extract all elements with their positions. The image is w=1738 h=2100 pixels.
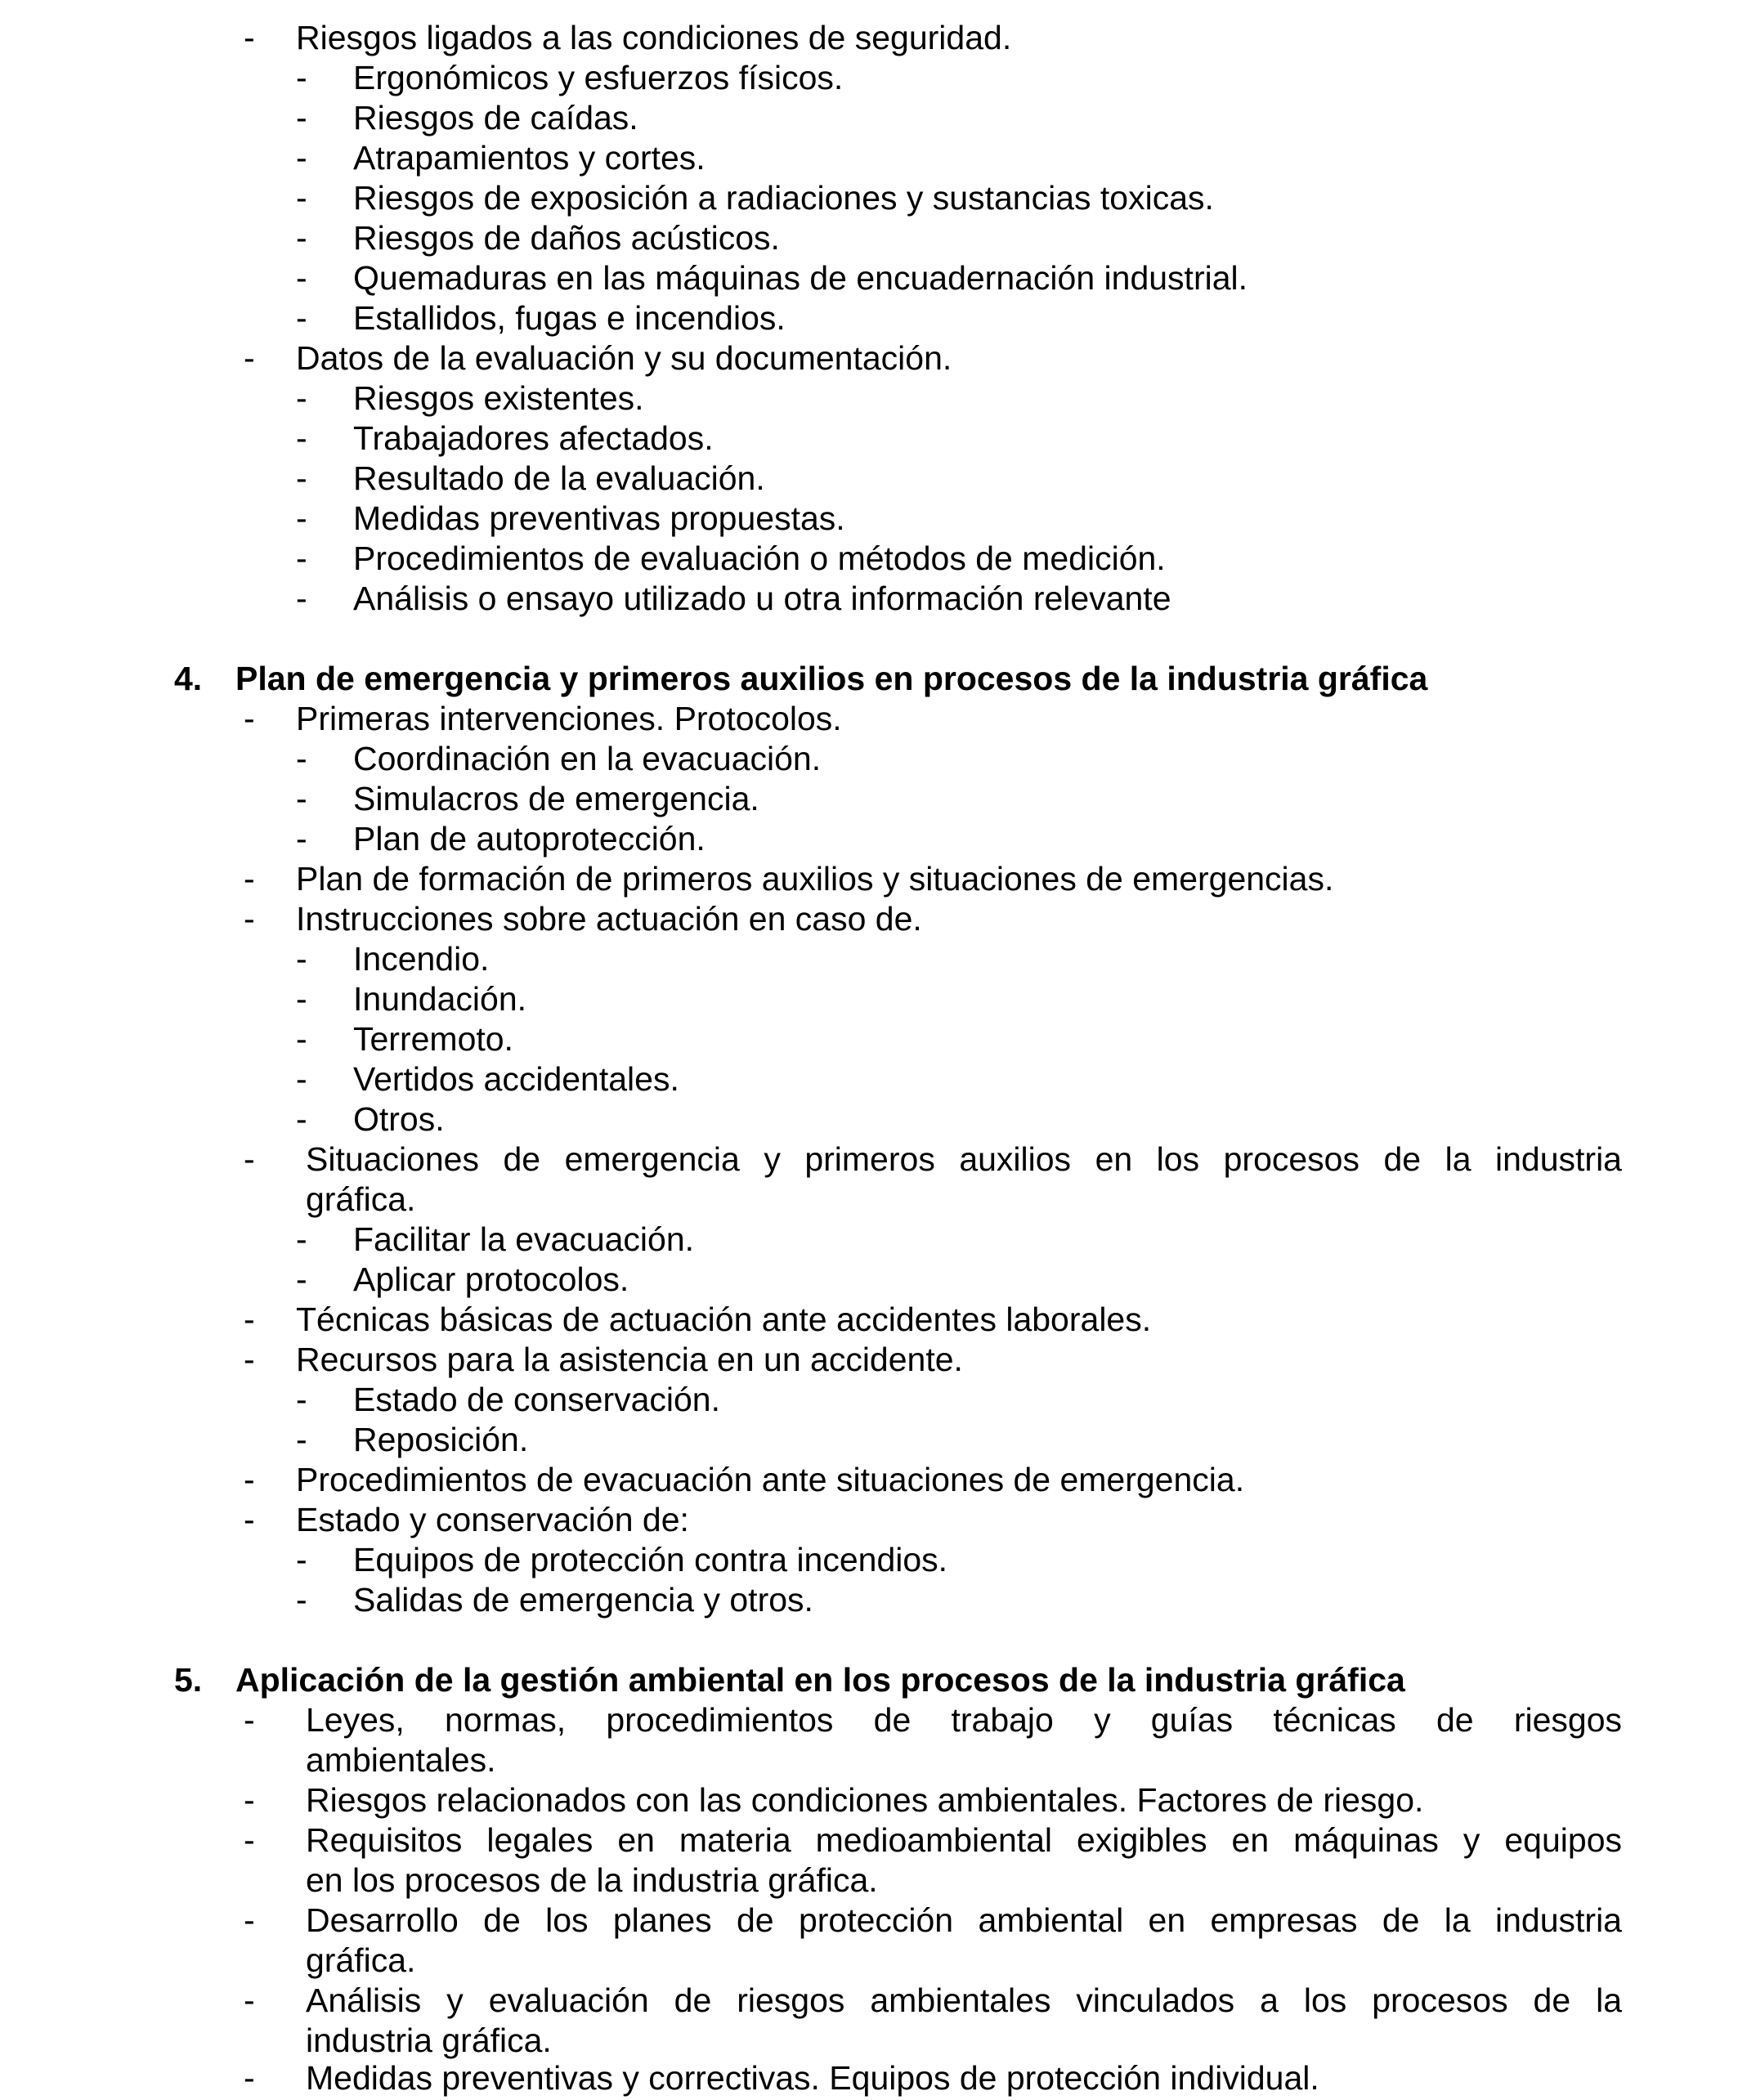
bullet-dash: - [296,820,307,857]
sub-list-item-text: Atrapamientos y cortes. [353,139,706,177]
section-number: 4. [174,660,203,697]
list-item-text: Primeras intervenciones. Protocolos. [296,700,842,737]
bullet-dash: - [296,580,307,617]
bullet-dash: - [296,459,307,497]
sub-list-item-text: Coordinación en la evacuación. [353,740,822,777]
sub-list-item-text: Quemaduras en las máquinas de encuadernación industrial. [353,259,1248,297]
bullet-dash: - [244,1461,255,1498]
section-title: Plan de emergencia y primeros auxilios en procesos de la industria gráfica [235,660,1428,697]
bullet-dash: - [296,99,307,137]
sub-list-item-text: Riesgos de daños acústicos. [353,219,780,257]
bullet-dash: - [244,700,255,737]
bullet-dash: - [296,379,307,417]
sub-list-item-text: Resultado de la evaluación. [353,459,765,497]
bullet-dash: - [296,419,307,457]
bullet-dash: - [244,19,255,56]
list-item-text: Leyes, normas, procedimientos de trabajo y guías técnicas de riesgos [306,1701,1622,1739]
sub-list-item-text: Análisis o ensayo utilizado u otra información relevante [353,580,1171,617]
bullet-dash: - [244,1781,255,1819]
bullet-dash: - [244,900,255,938]
bullet-dash: - [244,1701,255,1739]
list-item-text: Desarrollo de los planes de protección ambiental en empresas de la industria [306,1901,1622,1939]
list-item-text: Situaciones de emergencia y primeros auxilios en los procesos de la industria [306,1140,1622,1178]
list-item-text: industria gráfica. [306,2022,552,2059]
list-item-text: Instrucciones sobre actuación en caso de. [296,900,922,938]
bullet-dash: - [296,59,307,96]
list-item-text: en los procesos de la industria gráfica. [306,1861,878,1899]
section-title: Aplicación de la gestión ambiental en los procesos de la industria gráfica [235,1661,1405,1699]
bullet-dash: - [296,540,307,577]
bullet-dash: - [296,1381,307,1418]
bullet-dash: - [296,780,307,817]
list-item-text: Datos de la evaluación y su documentación. [296,339,952,377]
bullet-dash: - [244,860,255,898]
list-item-text: gráfica. [306,1180,416,1218]
sub-list-item-text: Otros. [353,1100,445,1138]
list-item-text: Estado y conservación de: [296,1501,689,1538]
sub-list-item-text: Inundación. [353,980,527,1018]
sub-list-item-text: Estado de conservación. [353,1381,720,1418]
sub-list-item-text: Vertidos accidentales. [353,1060,679,1098]
sub-list-item-text: Equipos de protección contra incendios. [353,1541,948,1578]
bullet-dash: - [244,1821,255,1859]
bullet-dash: - [296,219,307,257]
sub-list-item-text: Facilitar la evacuación. [353,1220,695,1258]
list-item-text: Recursos para la asistencia en un accidente. [296,1341,963,1378]
list-item-text: Técnicas básicas de actuación ante accidentes laborales. [296,1301,1152,1338]
sub-list-item-text: Ergonómicos y esfuerzos físicos. [353,59,844,96]
bullet-dash: - [296,1220,307,1258]
sub-list-item-text: Salidas de emergencia y otros. [353,1581,813,1619]
bullet-dash: - [296,1421,307,1458]
sub-list-item-text: Simulacros de emergencia. [353,780,759,817]
bullet-dash: - [244,1501,255,1538]
bullet-dash: - [244,1341,255,1378]
sub-list-item-text: Riesgos de caídas. [353,99,638,137]
bullet-dash: - [296,1541,307,1578]
bullet-dash: - [244,2059,255,2097]
list-item-text: Procedimientos de evacuación ante situaciones de emergencia. [296,1461,1245,1498]
list-item-text: Análisis y evaluación de riesgos ambientales vinculados a los procesos de la [306,1981,1622,2019]
list-item-text: gráfica. [306,1941,416,1979]
sub-list-item-text: Trabajadores afectados. [353,419,714,457]
bullet-dash: - [296,1020,307,1058]
list-item-text: Plan de formación de primeros auxilios y situaciones de emergencias. [296,860,1334,898]
sub-list-item-text: Reposición. [353,1421,529,1458]
bullet-dash: - [296,940,307,978]
bullet-dash: - [296,499,307,537]
bullet-dash: - [296,1100,307,1138]
bullet-dash: - [244,339,255,377]
sub-list-item-text: Procedimientos de evaluación o métodos de medición. [353,540,1166,577]
bullet-dash: - [244,1301,255,1338]
sub-list-item-text: Riesgos de exposición a radiaciones y sustancias toxicas. [353,179,1214,217]
list-item-text: Riesgos relacionados con las condiciones ambientales. Factores de riesgo. [306,1781,1424,1819]
bullet-dash: - [244,1981,255,2019]
bullet-dash: - [296,139,307,177]
sub-list-item-text: Terremoto. [353,1020,513,1058]
list-item-text: ambientales. [306,1741,496,1779]
sub-list-item-text: Plan de autoprotección. [353,820,706,857]
list-item-text: Medidas preventivas y correctivas. Equipos de protección individual. [306,2059,1319,2097]
bullet-dash: - [296,179,307,217]
section-number: 5. [174,1661,203,1699]
sub-list-item-text: Incendio. [353,940,490,978]
bullet-dash: - [244,1901,255,1939]
bullet-dash: - [244,1140,255,1178]
bullet-dash: - [296,1260,307,1298]
list-item-text: Requisitos legales en materia medioambiental exigibles en máquinas y equipos [306,1821,1622,1859]
sub-list-item-text: Riesgos existentes. [353,379,644,417]
sub-list-item-text: Estallidos, fugas e incendios. [353,299,786,337]
bullet-dash: - [296,1581,307,1619]
sub-list-item-text: Medidas preventivas propuestas. [353,499,845,537]
list-item-text: Riesgos ligados a las condiciones de seguridad. [296,19,1012,56]
bullet-dash: - [296,1060,307,1098]
bullet-dash: - [296,740,307,777]
bullet-dash: - [296,980,307,1018]
sub-list-item-text: Aplicar protocolos. [353,1260,629,1298]
bullet-dash: - [296,299,307,337]
bullet-dash: - [296,259,307,297]
